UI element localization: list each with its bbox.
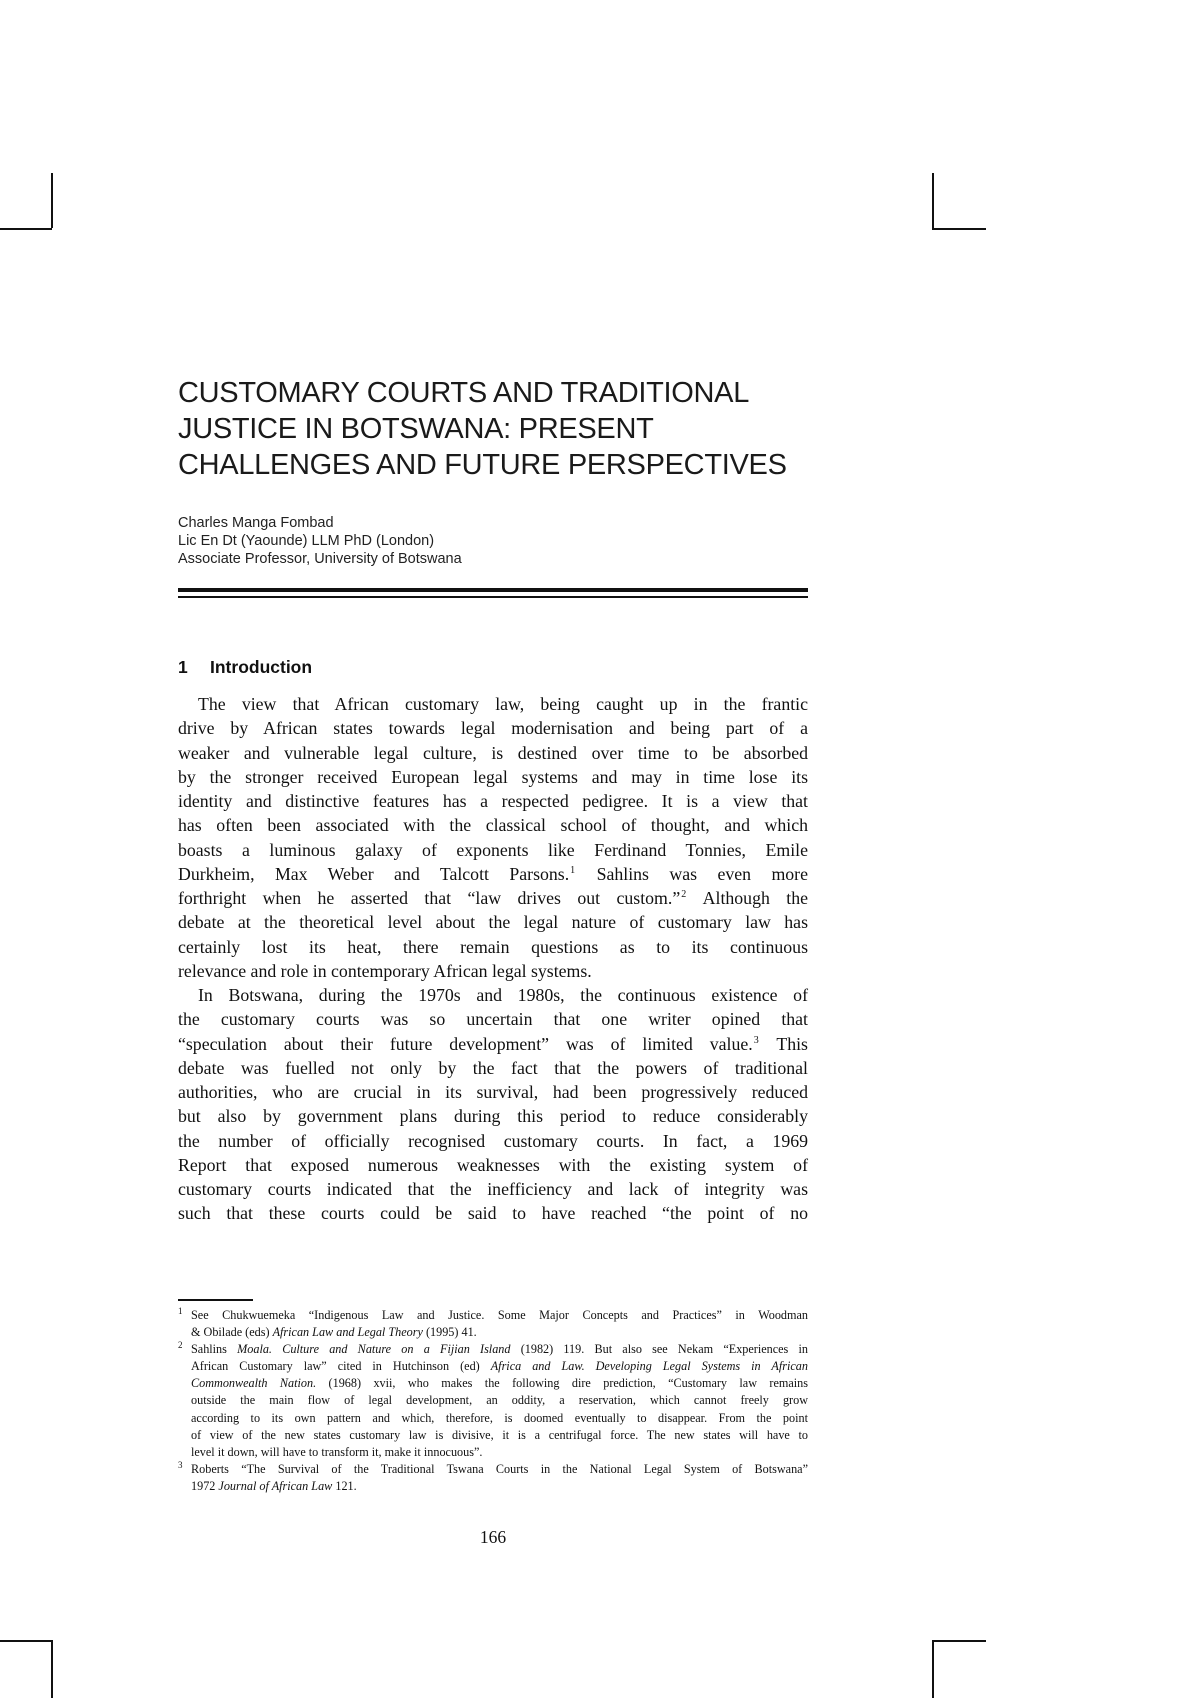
article-title: [178, 375, 818, 483]
body-line: weaker and vulnerable legal culture, is destined over time to be absorbed: [178, 742, 808, 763]
page-number: 166: [479, 1527, 507, 1547]
crop-mark-top-left-horizontal: [0, 228, 52, 230]
footnote-line: [178, 1461, 808, 1478]
footnote-italic: African Law and Legal Theory: [272, 1325, 423, 1340]
body-line: relevance and role in contemporary African legal systems.: [178, 960, 592, 981]
body-line: debate was fuelled not only by the fact that the powers of traditional: [178, 1057, 808, 1078]
crop-mark-top-right-vertical: [932, 173, 934, 228]
body-line: has often been associated with the classical school of thought, and which: [178, 815, 808, 836]
footnote-marker: 2: [178, 1340, 183, 1351]
body-text-segment: “speculation about their future development” was of limited value.: [178, 1033, 753, 1054]
section-number: 1: [178, 657, 188, 677]
body-line: boasts a luminous galaxy of exponents like Ferdinand Tonnies, Emile: [178, 839, 808, 860]
footnote-text: 1972: [191, 1478, 219, 1493]
footnote-line: according to its own pattern and which, therefore, is doomed eventually to disappear. From the point: [191, 1410, 808, 1425]
footnote-line: level it down, will have to transform it, make it innocuous”.: [191, 1444, 483, 1459]
title-line: JUSTICE IN BOTSWANA: PRESENT: [178, 413, 654, 445]
footnote-line: [178, 1478, 808, 1495]
footnote-ref[interactable]: 3: [753, 1034, 759, 1046]
body-line: [178, 862, 808, 886]
section-heading: [178, 657, 312, 678]
footnote-marker: 3: [178, 1459, 183, 1470]
footnote-text: Roberts “The Survival of the Traditional Tswana Courts in the National Legal System of Botswana”: [191, 1461, 808, 1476]
footnote-ref[interactable]: 1: [570, 864, 576, 876]
author-block: [178, 514, 462, 568]
footnote-line: of view of the new states customary law is divisive, it is a centrifugal force. The new states will have to: [191, 1427, 808, 1442]
body-line: drive by African states towards legal modernisation and being part of a: [178, 718, 808, 739]
body-line: but also by government plans during this period to reduce considerably: [178, 1106, 808, 1127]
body-line: Report that exposed numerous weaknesses with the existing system of: [178, 1154, 808, 1175]
footnote-marker: 1: [178, 1306, 183, 1316]
footnote-line: [178, 1358, 808, 1375]
body-text-segment: Although the: [687, 888, 809, 908]
body-line: certainly lost its heat, there remain questions as to its continuous: [178, 936, 808, 957]
footnote-italic: Commonwealth Nation.: [191, 1376, 317, 1391]
footnote-line: [178, 1341, 808, 1358]
author-degrees: Lic En Dt (Yaounde) LLM PhD (London): [178, 533, 435, 549]
body-text: [178, 692, 808, 1226]
footnote-separator: [178, 1299, 253, 1301]
footnote-line: [178, 1307, 808, 1324]
title-rule-thick: [178, 588, 808, 592]
footnote-text: (1995) 41.: [422, 1325, 477, 1340]
body-line: the customary courts was so uncertain that one writer opined that: [178, 1009, 808, 1030]
crop-mark-top-right-horizontal: [932, 228, 986, 230]
body-text-segment: forthright when he asserted that “law drives out custom.”: [178, 888, 681, 908]
body-line: debate at the theoretical level about the legal nature of customary law has: [178, 912, 808, 933]
footnote-text: (1968) xvii, who makes the following dire prediction, “Customary law remains: [316, 1376, 808, 1391]
body-line: the number of officially recognised customary courts. In fact, a 1969: [178, 1130, 808, 1151]
author-position: Associate Professor, University of Botswana: [178, 551, 462, 567]
body-line: authorities, who are crucial in its survival, had been progressively reduced: [178, 1082, 808, 1102]
author-name: Charles Manga Fombad: [178, 515, 334, 531]
body-text-segment: Sahlins was even more: [576, 863, 808, 884]
body-line: such that these courts could be said to have reached “the point of no: [178, 1203, 808, 1224]
body-line: The view that African customary law, being caught up in the frantic: [198, 694, 808, 714]
crop-mark-bottom-right-vertical: [932, 1640, 934, 1698]
title-line: CHALLENGES AND FUTURE PERSPECTIVES: [178, 449, 787, 481]
footnote-italic: Africa and Law. Developing Legal Systems in African: [490, 1359, 808, 1374]
crop-mark-bottom-right-horizontal: [932, 1640, 986, 1642]
footnote-line: outside the main flow of legal development, an oddity, a reservation, which cannot freely grow: [191, 1393, 808, 1408]
body-text-segment: Durkheim, Max Weber and Talcott Parsons.: [178, 863, 570, 884]
footnote-text: African Customary law” cited in Hutchinson (ed): [191, 1359, 491, 1374]
body-line: [178, 886, 808, 910]
footnote-text: (1982) 119. But also see Nekam “Experiences in: [510, 1342, 808, 1357]
title-line: CUSTOMARY COURTS AND TRADITIONAL: [178, 377, 750, 409]
body-text-segment: This: [759, 1033, 808, 1054]
body-line: by the stronger received European legal systems and may in time lose its: [178, 766, 808, 787]
body-line: identity and distinctive features has a respected pedigree. It is a view that: [178, 791, 808, 811]
title-rule-thin: [178, 596, 808, 598]
footnote-text: Sahlins: [191, 1342, 238, 1357]
crop-mark-bottom-left-horizontal: [0, 1640, 52, 1642]
footnote-ref[interactable]: 2: [681, 889, 687, 900]
footnote-text: & Obilade (eds): [191, 1325, 273, 1340]
footnotes: [178, 1307, 808, 1495]
footnote-italic: Journal of African Law: [218, 1478, 333, 1493]
section-title: Introduction: [210, 657, 313, 677]
footnote-text: See Chukwuemeka “Indigenous Law and Justice. Some Major Concepts and Practices” in Woodman: [191, 1308, 808, 1322]
crop-mark-top-left-vertical: [51, 173, 53, 228]
body-line: In Botswana, during the 1970s and 1980s, the continuous existence of: [198, 985, 808, 1005]
footnote-text: 121.: [332, 1478, 357, 1493]
footnote-line: [178, 1324, 808, 1341]
body-line: customary courts indicated that the inefficiency and lack of integrity was: [178, 1179, 808, 1199]
body-line: [178, 1032, 808, 1056]
crop-mark-bottom-left-vertical: [51, 1640, 53, 1698]
footnote-italic: Moala. Culture and Nature on a Fijian Island: [237, 1342, 511, 1357]
footnote-line: [178, 1375, 808, 1392]
